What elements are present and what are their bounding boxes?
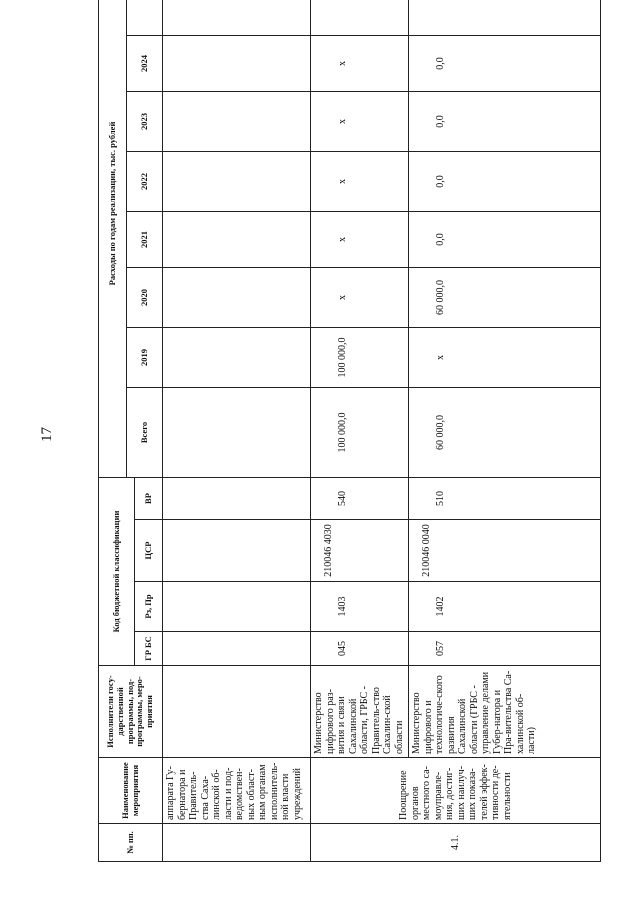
- row-b-executor: Министерство цифрового и технологиче-ского развития Сахалинской области (ГРБС - управление делами Губер-натора и Пра-вительства Са-халинской об-ласти): [409, 666, 601, 758]
- row-a-2020: х: [311, 268, 409, 328]
- row-a-2025: [311, 0, 409, 36]
- header-year-2023: 2023: [127, 92, 163, 152]
- empty-cell: [163, 632, 311, 666]
- page-number: 17: [39, 427, 55, 442]
- header-rzpr: Рз, Пр: [135, 582, 163, 632]
- row-a-grbs: 045: [311, 632, 409, 666]
- header-year-2020: 2020: [127, 268, 163, 328]
- row-a-csr: 210046 4030: [311, 520, 409, 582]
- row-a-2019: 100 000,0: [311, 328, 409, 388]
- row-num: 4.1.: [311, 824, 601, 862]
- row-b-2024: 0,0: [409, 36, 601, 92]
- header-budget-code: Код бюджетной классификации: [99, 478, 135, 666]
- header-executor: Исполнители госу-дарственной программы, под-программы, меро-приятия: [99, 666, 163, 758]
- empty-cell: [163, 328, 311, 388]
- row-a-2024: х: [311, 36, 409, 92]
- row-a-2023: х: [311, 92, 409, 152]
- header-total: Всего: [127, 388, 163, 478]
- row-a-2021: х: [311, 212, 409, 268]
- row-name: Поощрение органов местного са-моуправле-ния, достиг-ших наилуч-ших показа-телей эффек-тивности де-ятельности: [311, 758, 601, 824]
- empty-cell: [163, 478, 311, 520]
- row-b-vr: 510: [409, 478, 601, 520]
- rotated-table-container: [98, 30, 600, 862]
- row-b-rzpr: 1402: [409, 582, 601, 632]
- row-cont-num: [163, 824, 311, 862]
- row-b-2025: [409, 0, 601, 36]
- header-vr: ВР: [135, 478, 163, 520]
- row-a-executor: Министерство цифрового раз-вития и связи Сахалинской области, ГРБС - Правитель-ство Сахалин-ской области: [311, 666, 409, 758]
- header-year-2019: 2019: [127, 328, 163, 388]
- row-cont-name: аппарата Гу-бернатора и Правитель-ства Саха-линской об-ласти и под-ведомствен-ных област-ным органам исполнитель-ной власти учреждений: [163, 758, 311, 824]
- table-row: [163, 0, 311, 862]
- header-csr: ЦСР: [135, 520, 163, 582]
- row-b-2020: 60 000,0: [409, 268, 601, 328]
- row-b-csr: 210046 0040: [409, 520, 601, 582]
- row-b-2022: 0,0: [409, 152, 601, 212]
- header-year-2021: 2021: [127, 212, 163, 268]
- empty-cell: [163, 92, 311, 152]
- budget-table: [98, 0, 601, 862]
- row-b-2019: х: [409, 328, 601, 388]
- row-b-total: 60 000,0: [409, 388, 601, 478]
- row-a-rzpr: 1403: [311, 582, 409, 632]
- header-year-2024: 2024: [127, 36, 163, 92]
- row-a-vr: 540: [311, 478, 409, 520]
- row-b-grbs: 057: [409, 632, 601, 666]
- row-a-total: 100 000,0: [311, 388, 409, 478]
- empty-cell: [163, 582, 311, 632]
- empty-cell: [163, 212, 311, 268]
- empty-cell: [163, 268, 311, 328]
- empty-cell: [163, 36, 311, 92]
- header-grbs: ГР БС: [135, 632, 163, 666]
- table-row: [409, 0, 601, 862]
- empty-cell: [163, 666, 311, 758]
- header-year-2022: 2022: [127, 152, 163, 212]
- row-b-2021: 0,0: [409, 212, 601, 268]
- header-name: Наименование мероприятия: [99, 758, 163, 824]
- empty-cell: [163, 152, 311, 212]
- row-a-2022: х: [311, 152, 409, 212]
- empty-cell: [163, 388, 311, 478]
- empty-cell: [163, 0, 311, 36]
- header-num: № пп.: [99, 824, 163, 862]
- header-year-2025: [127, 0, 163, 36]
- empty-cell: [163, 520, 311, 582]
- table-row: [311, 0, 409, 862]
- row-b-2023: 0,0: [409, 92, 601, 152]
- header-expenses: Расходы по годам реализации, тыс. рублей: [99, 0, 127, 478]
